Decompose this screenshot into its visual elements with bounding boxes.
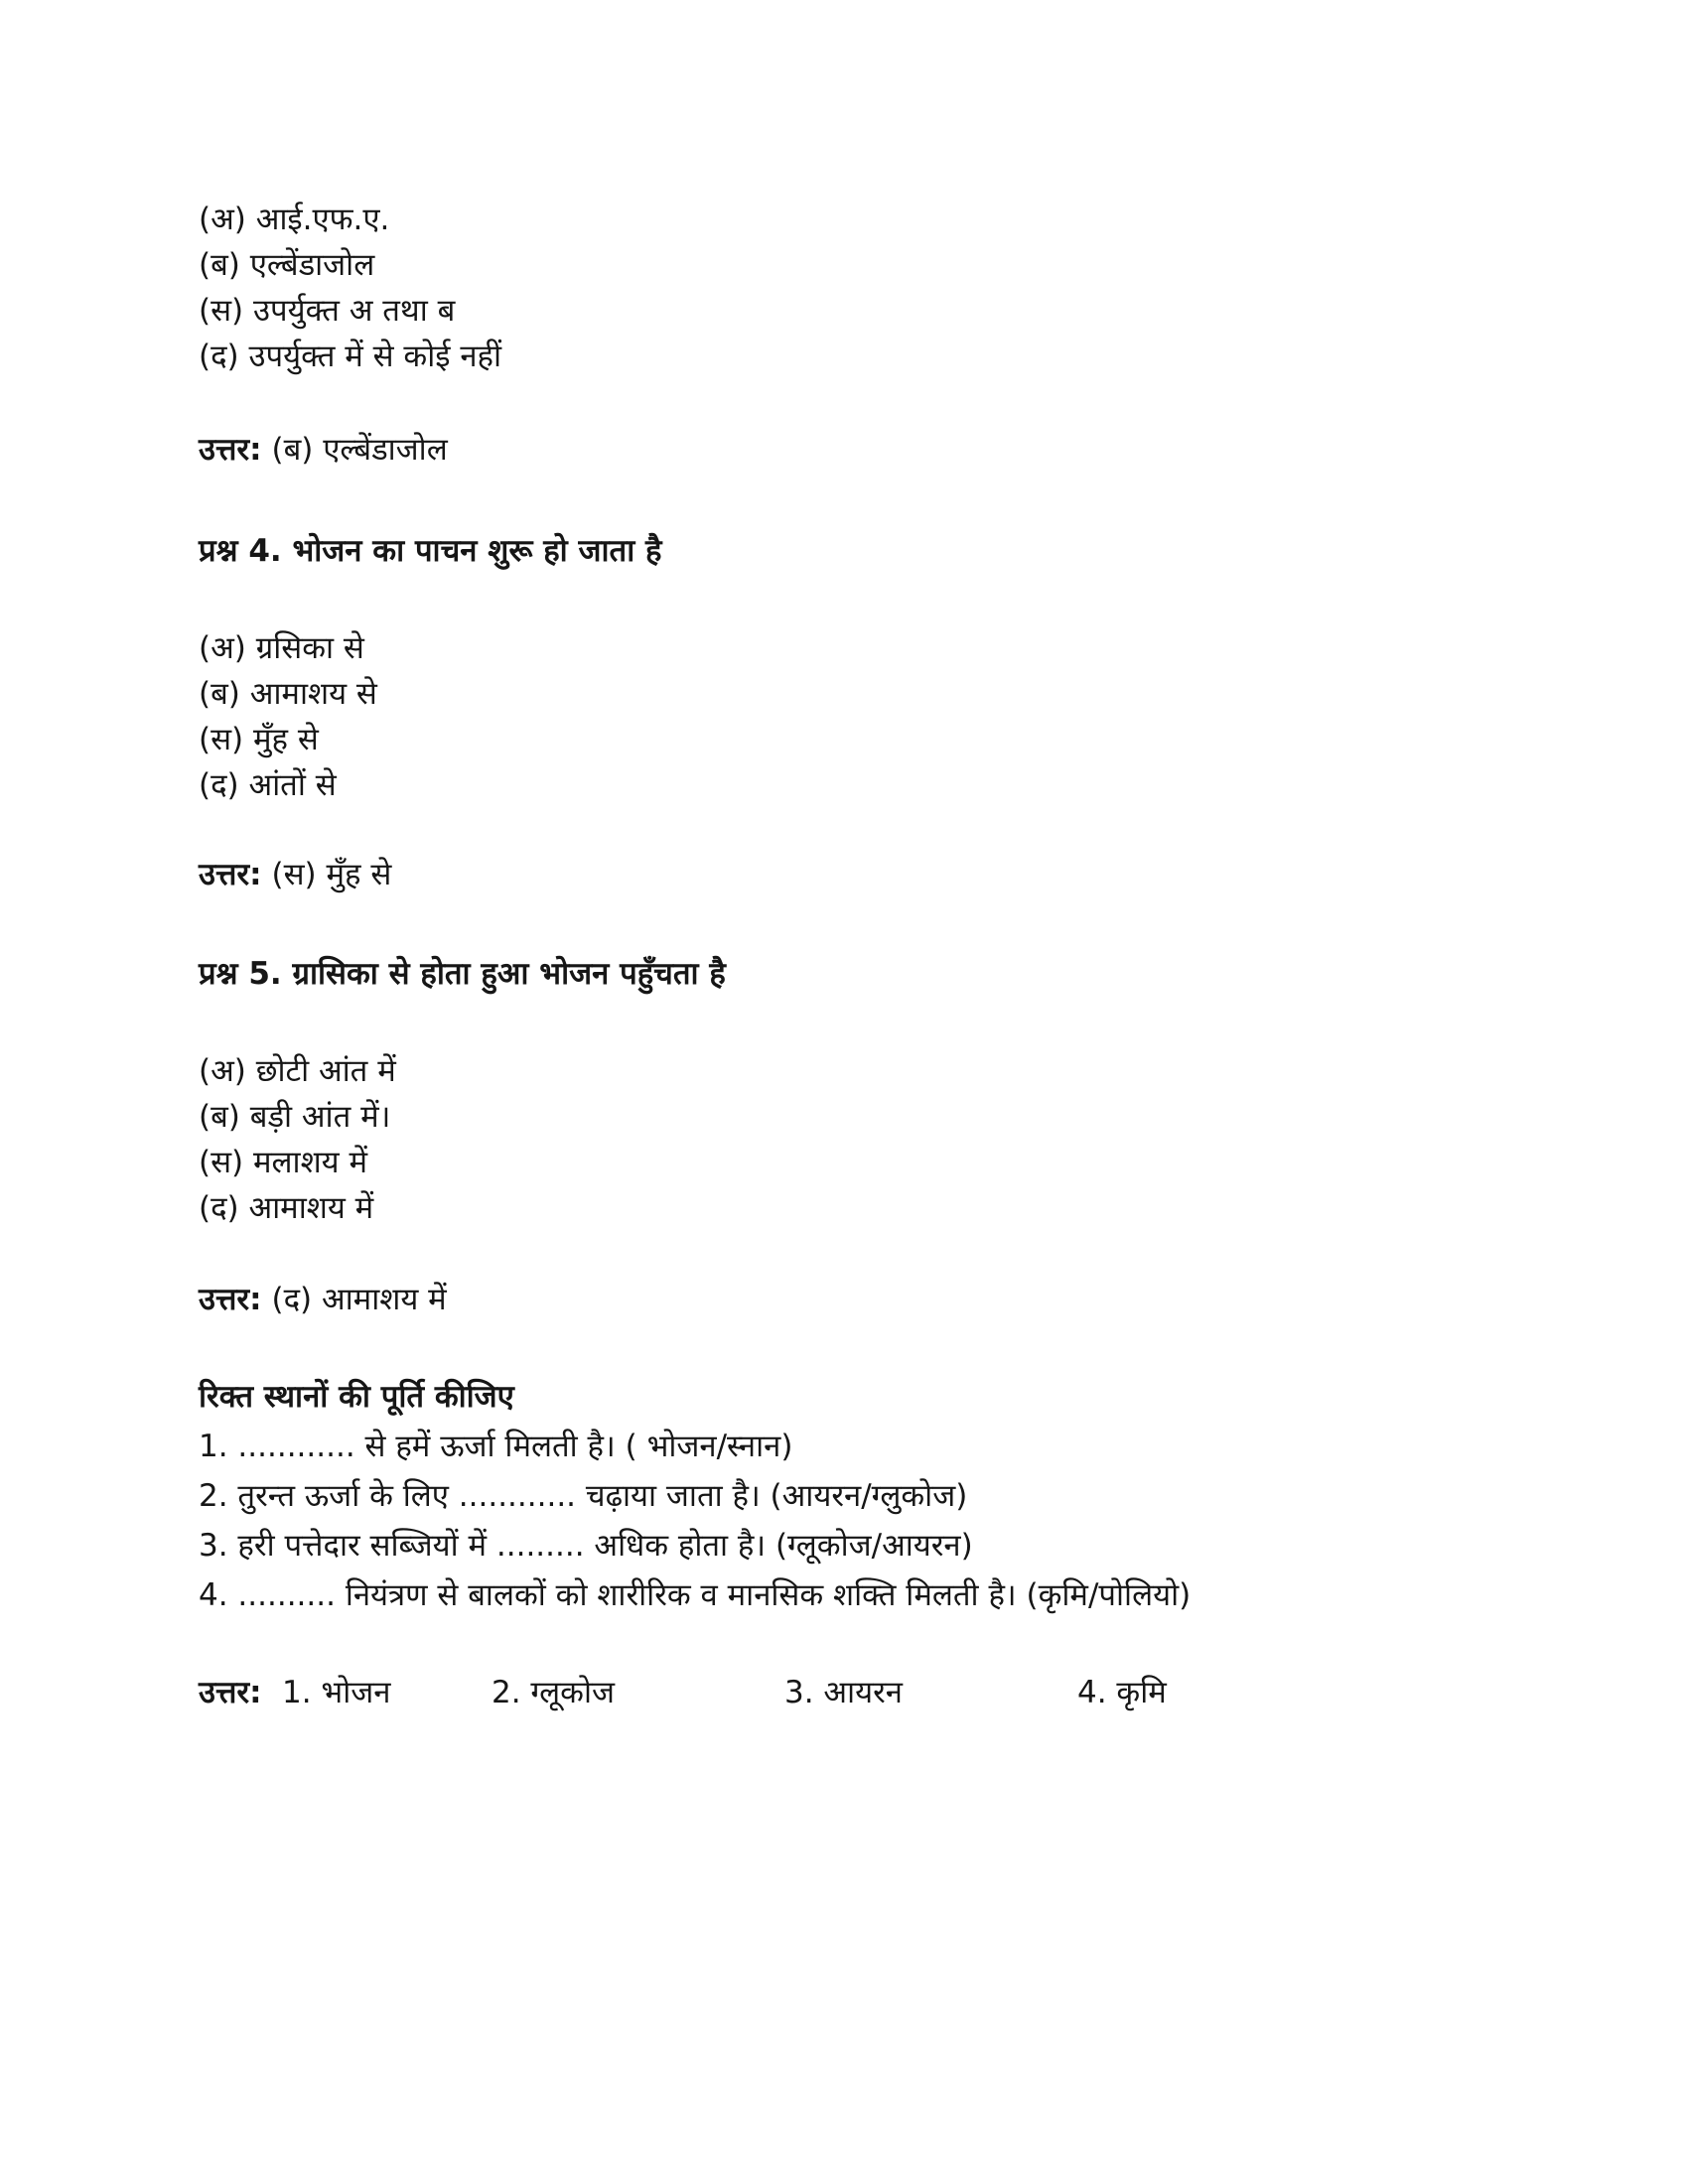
answer-text: (स) मुँह से xyxy=(271,857,392,892)
question5-options xyxy=(199,1048,1599,1231)
option-c: (स) उपर्युक्त अ तथा ब xyxy=(199,293,456,329)
answer-label: उत्तर: xyxy=(199,1282,262,1317)
question5-answer xyxy=(199,1277,1599,1322)
answer-label: उत्तर: xyxy=(199,432,262,468)
fill-answer-1: 1. भोजन xyxy=(282,1675,391,1710)
option-a: (अ) छोटी आंत में xyxy=(199,1053,396,1089)
option-b: (ब) आमाशय से xyxy=(199,676,377,712)
question3-options xyxy=(199,197,1599,379)
fill-blank-item-1: 1. ............ से हमें ऊर्जा मिलती है। ( भोजन/स्नान) xyxy=(199,1429,793,1464)
fill-blank-item-4: 4. .......... नियंत्रण से बालकों को शारीरिक व मानसिक शक्ति मिलती है। (कृमि/पोलियो) xyxy=(199,1577,1192,1613)
option-c: (स) मलाशय में xyxy=(199,1145,368,1180)
answer-text: (ब) एल्बेंडाजोल xyxy=(271,432,448,468)
question4-answer xyxy=(199,852,1599,897)
option-a: (अ) आई.एफ.ए. xyxy=(199,202,390,237)
fill-answer-2: 2. ग्लूकोज xyxy=(492,1675,615,1710)
fill-blank-item-3: 3. हरी पत्तेदार सब्जियों में ......... अधिक होता है। (ग्लूकोज/आयरन) xyxy=(199,1528,973,1564)
option-d: (द) उपर्युक्त में से कोई नहीं xyxy=(199,339,502,374)
answer-label: उत्तर: xyxy=(199,857,262,892)
option-c: (स) मुँह से xyxy=(199,722,319,757)
question5-heading: प्रश्न 5. ग्रासिका से होता हुआ भोजन पहुँचता है xyxy=(199,956,726,992)
option-b: (ब) एल्बेंडाजोल xyxy=(199,247,375,283)
option-d: (द) आमाशय में xyxy=(199,1190,374,1226)
question4-heading: प्रश्न 4. भोजन का पाचन शुरू हो जाता है xyxy=(199,533,662,569)
question3-answer xyxy=(199,427,1599,473)
option-d: (द) आंतों से xyxy=(199,767,337,803)
fill-answer-4: 4. कृमि xyxy=(1077,1675,1167,1710)
fill-blanks-section xyxy=(199,1372,1599,1620)
fill-blank-item-2: 2. तुरन्त ऊर्जा के लिए ............ चढ़ाया जाता है। (आयरन/ग्लुकोज) xyxy=(199,1478,968,1514)
fill-answer-3: 3. आयरन xyxy=(784,1675,903,1710)
question4-options xyxy=(199,625,1599,808)
fill-blanks-heading: रिक्त स्थानों की पूर्ति कीजिए xyxy=(199,1379,514,1415)
answer-label: उत्तर: xyxy=(199,1675,262,1710)
option-b: (ब) बड़ी आंत में। xyxy=(199,1099,391,1135)
option-a: (अ) ग्रसिका से xyxy=(199,630,364,666)
answer-text: (द) आमाशय में xyxy=(271,1282,447,1317)
fill-blanks-answers xyxy=(199,1670,1599,1715)
